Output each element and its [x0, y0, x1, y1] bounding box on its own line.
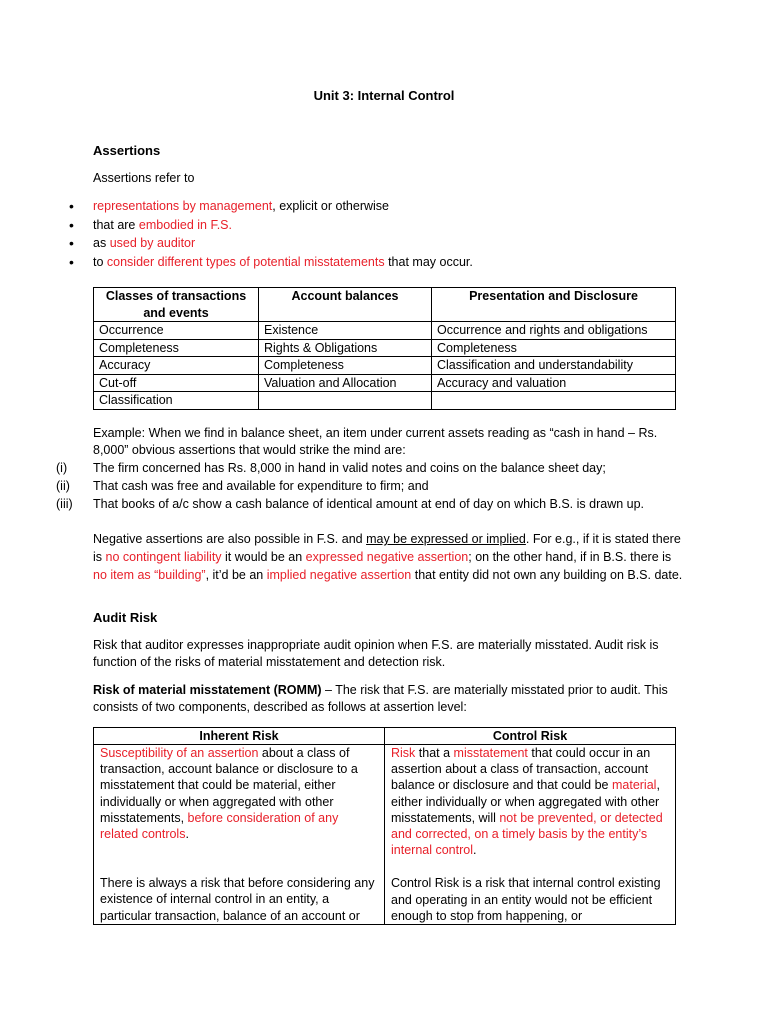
table-cell	[259, 392, 432, 410]
example-intro: Example: When we find in balance sheet, an item under current assets reading as “cash in hand – Rs. 8,000” obvious assertions that would strike the mind are:	[93, 426, 658, 457]
table-cell: Cut-off	[94, 374, 259, 392]
control-risk-definition: Risk that a misstatement that could occur in an assertion about a class of transaction, account balance or disclosure and that could be material, either individually or when aggregated with other misstatements, will not be prevented, or detected and corrected, on a timely basis by the entity’s internal control.	[391, 746, 663, 858]
table-cell: Existence	[259, 322, 432, 340]
column-header: Presentation and Disclosure	[432, 288, 676, 322]
example-list	[56, 459, 713, 513]
table-row	[94, 339, 676, 357]
assertions-bullet-list	[93, 197, 693, 271]
column-header: Account balances	[259, 288, 432, 322]
assertions-heading: Assertions	[93, 143, 161, 158]
table-cell: Completeness	[432, 339, 676, 357]
table-cell: Classification and understandability	[432, 357, 676, 375]
control-risk-cell	[385, 745, 676, 925]
table-cell: Valuation and Allocation	[259, 374, 432, 392]
audit-risk-heading: Audit Risk	[93, 610, 158, 625]
inherent-risk-definition: Susceptibility of an assertion about a class of transaction, account balance or disclosure to a misstatement that could be material, either individually or when aggregated with other misstatements, before consideration of any related controls.	[100, 746, 358, 842]
bullet-item: • as used by auditor	[93, 234, 693, 253]
page-title: Unit 3: Internal Control	[313, 88, 455, 103]
table-cell: Completeness	[94, 339, 259, 357]
list-item: (iii) That books of a/c show a cash balance of identical amount at end of day on which B.S. is drawn up.	[56, 497, 645, 511]
column-header: Inherent Risk	[94, 728, 385, 745]
bullet-item: • that are embodied in F.S.	[93, 216, 693, 235]
table-cell: Occurrence and rights and obligations	[432, 322, 676, 340]
inherent-risk-explanation: There is always a risk that before considering any existence of internal control in an entity, a particular transaction, balance of an account or	[100, 876, 375, 923]
table-cell: Classification	[94, 392, 259, 410]
control-risk-explanation: Control Risk is a risk that internal control existing and operating in an entity would not be efficient enough to stop from happening, or	[391, 876, 661, 923]
table-row	[94, 374, 676, 392]
table-row	[94, 392, 676, 410]
table-cell: Rights & Obligations	[259, 339, 432, 357]
table-cell: Accuracy	[94, 357, 259, 375]
list-item: (i) The firm concerned has Rs. 8,000 in hand in valid notes and coins on the balance sheet day;	[56, 461, 606, 475]
table-cell: Completeness	[259, 357, 432, 375]
audit-risk-paragraph: Risk that auditor expresses inappropriate audit opinion when F.S. are materially misstated. Audit risk is function of the risks of material misstatement and detection risk.	[93, 638, 659, 669]
assertions-intro: Assertions refer to	[93, 171, 195, 185]
bullet-item: • representations by management, explicit or otherwise	[93, 197, 693, 216]
list-item: (ii) That cash was free and available for expenditure to firm; and	[56, 479, 429, 493]
column-header: Control Risk	[385, 728, 676, 745]
table-cell	[432, 392, 676, 410]
assertions-table	[93, 287, 676, 410]
negative-assertions-paragraph: Negative assertions are also possible in F.S. and may be expressed or implied. For e.g., if it is stated there is no contingent liability it would be an expressed negative assertion; on the other hand, if in B.S. there is no item as “building”, it’d be an implied negative assertion that entity did not own any building on B.S. date.	[93, 532, 683, 582]
risk-table	[93, 727, 676, 925]
table-cell: Accuracy and valuation	[432, 374, 676, 392]
table-row	[94, 745, 676, 925]
table-header-row	[94, 288, 676, 322]
table-cell: Occurrence	[94, 322, 259, 340]
bullet-item: • to consider different types of potential misstatements that may occur.	[93, 253, 693, 272]
romm-paragraph: Risk of material misstatement (ROMM) – The risk that F.S. are materially misstated prior to audit. This consists of two components, described as follows at assertion level:	[93, 683, 668, 714]
inherent-risk-cell	[94, 745, 385, 925]
table-row	[94, 357, 676, 375]
column-header: Classes of transactions and events	[94, 288, 259, 322]
table-row	[94, 322, 676, 340]
table-header-row	[94, 728, 676, 745]
